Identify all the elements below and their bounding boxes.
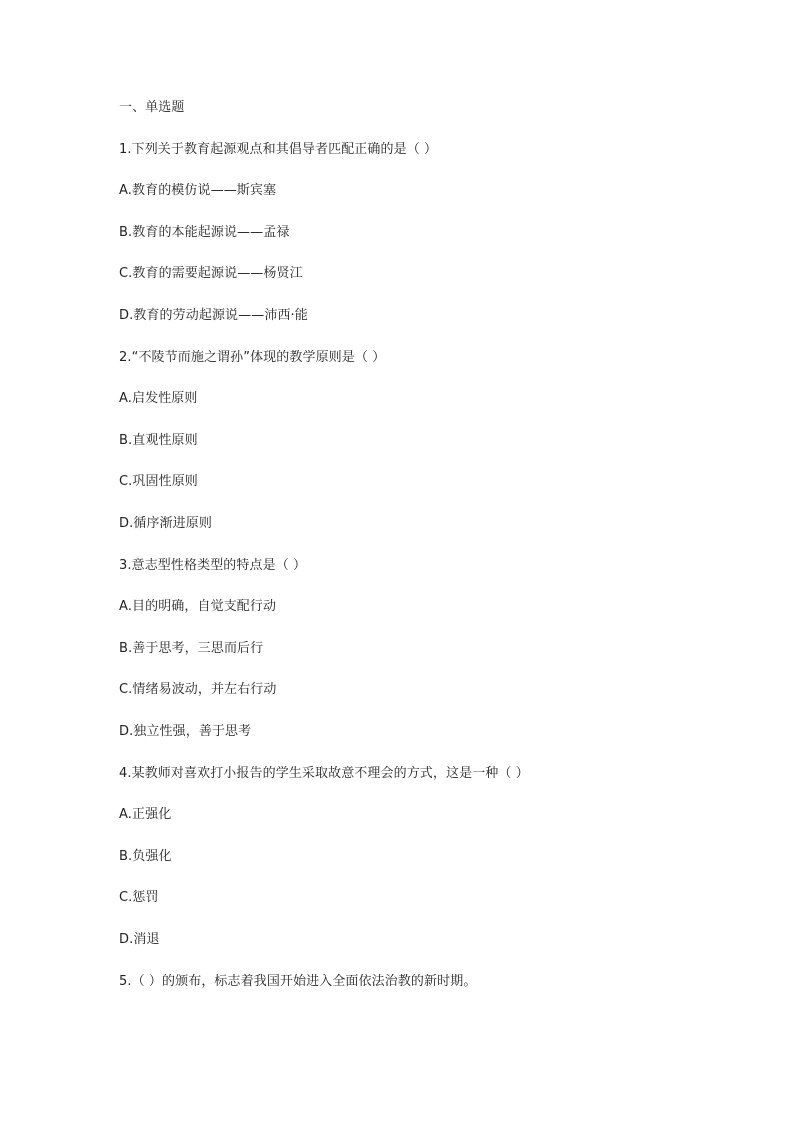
question-1-option-d: D.教育的劳动起源说——沛西·能 xyxy=(119,308,308,323)
section-title: 一、单选题 xyxy=(119,100,185,115)
question-4-option-d: D.消退 xyxy=(119,932,160,947)
question-1-option-a: A.教育的模仿说——斯宾塞 xyxy=(119,183,277,198)
question-3-stem: 3.意志型性格类型的特点是（ ） xyxy=(119,558,307,573)
question-4-stem: 4.某教师对喜欢打小报告的学生采取故意不理会的方式，这是一种（ ） xyxy=(119,766,529,781)
question-3-option-d: D.独立性强，善于思考 xyxy=(119,724,252,739)
question-3-option-c: C.情绪易波动，并左右行动 xyxy=(119,682,277,697)
question-2-stem: 2.“不陵节而施之谓孙”体现的教学原则是（ ） xyxy=(119,350,386,365)
question-2-option-d: D.循序渐进原则 xyxy=(119,516,212,531)
question-2-option-c: C.巩固性原则 xyxy=(119,474,198,489)
question-4-option-a: A.正强化 xyxy=(119,807,172,822)
question-3-option-a: A.目的明确，自觉支配行动 xyxy=(119,599,277,614)
question-2-option-b: B.直观性原则 xyxy=(119,433,198,448)
question-2-option-a: A.启发性原则 xyxy=(119,391,198,406)
question-1-option-c: C.教育的需要起源说——杨贤江 xyxy=(119,266,303,281)
question-1-stem: 1.下列关于教育起源观点和其倡导者匹配正确的是（ ） xyxy=(119,142,438,157)
question-5-stem: 5.（ ）的颁布，标志着我国开始进入全面依法治教的新时期。 xyxy=(119,974,477,989)
question-4-option-c: C.惩罚 xyxy=(119,890,159,905)
question-3-option-b: B.善于思考，三思而后行 xyxy=(119,641,264,656)
question-4-option-b: B.负强化 xyxy=(119,849,172,864)
question-1-option-b: B.教育的本能起源说——孟禄 xyxy=(119,225,290,240)
